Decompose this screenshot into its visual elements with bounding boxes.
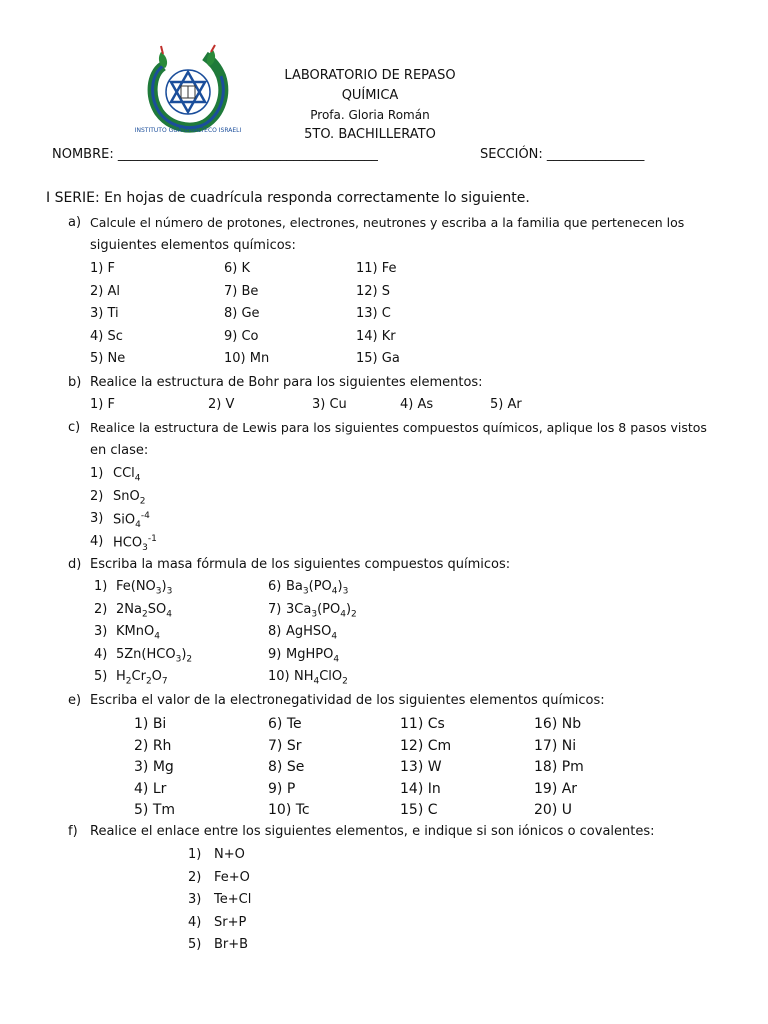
list-item: 2) Rh [134, 737, 172, 754]
list-item: 2) Al [90, 283, 120, 299]
item-d-letter: d) [68, 557, 82, 572]
list-item: 5) Ne [90, 351, 126, 366]
d-nums1 [94, 579, 107, 692]
list-number: 1) [94, 579, 108, 594]
item-a-line1: Calcule el número de protones, electrones, neutrones y escriba a la familia que pertenecen los [90, 215, 685, 230]
list-number: 7) [268, 601, 282, 617]
list-number: 3) [188, 892, 202, 907]
list-item: 14) In [400, 780, 441, 797]
a-col1 [90, 261, 125, 374]
c-nums [90, 466, 103, 556]
list-item: 6) Te [268, 716, 302, 732]
list-item: 18) Pm [534, 759, 584, 775]
list-item: 1) F [90, 261, 115, 276]
logo-text: INSTITUTO GUATEMALTECO ISRAELI [134, 127, 242, 134]
list-item: 3) Ti [90, 306, 119, 321]
list-item: 10) Tc [268, 802, 310, 818]
list-item: 10) Mn [224, 351, 270, 366]
section-field: SECCIÓN: _______________ [480, 147, 645, 162]
list-item: 12) S [356, 283, 390, 299]
list-number: 8) [268, 624, 282, 639]
list-number: 9) [268, 646, 282, 662]
list-item: 2) V [208, 397, 235, 412]
formula: SiO$_4^{-4}$ [113, 511, 150, 530]
list-number: 4) [90, 533, 104, 549]
d-formulas2 [286, 579, 357, 692]
list-item: 11) Fe [356, 261, 397, 276]
list-item: 3) Cu [312, 397, 347, 412]
formula: CCl$_4$ [113, 466, 141, 484]
list-item: 1) F [90, 397, 115, 412]
formula: $Ba_3(PO_4)_3$ [286, 579, 349, 597]
list-number: 4) [188, 914, 202, 930]
list-item: 8) Se [268, 759, 305, 775]
e-col2 [268, 716, 310, 824]
list-number: 5) [188, 937, 202, 952]
list-item: 13) W [400, 759, 442, 775]
f-items [214, 847, 251, 960]
list-item: 15) Ga [356, 351, 400, 366]
formula: $H_2Cr_2O_7$ [116, 669, 168, 687]
formula: AgHSO$_4$ [286, 624, 338, 642]
formula: $NH_4ClO_2$ [294, 669, 348, 687]
list-item: Te+Cl [214, 892, 252, 907]
list-item: 14) Kr [356, 328, 396, 344]
list-item: 4) Lr [134, 780, 167, 797]
formula: $2Na_2SO_4$ [116, 601, 172, 620]
list-item: 5) Tm [134, 802, 176, 818]
list-item: 9) P [268, 780, 296, 797]
list-item: 4) As [400, 397, 434, 412]
item-c-letter: c) [68, 420, 81, 435]
list-item: 8) Ge [224, 306, 260, 321]
item-b-line1: Realice la estructura de Bohr para los siguientes elementos: [90, 375, 483, 390]
list-number: 6) [268, 579, 282, 594]
formula: $5Zn(HCO_3)_2$ [116, 646, 193, 665]
formula: $3Ca_3(PO_4)_2$ [286, 601, 357, 620]
list-item: 16) Nb [534, 716, 582, 732]
formula: SnO$_2$ [113, 488, 146, 507]
e-col1 [134, 716, 175, 824]
list-item: 20) U [534, 802, 572, 818]
list-item: 15) C [400, 802, 438, 818]
list-item: 7) Be [224, 283, 259, 299]
list-item: N+O [214, 847, 245, 862]
list-item: 9) Co [224, 328, 259, 344]
list-item: 13) C [356, 306, 391, 321]
list-item: 12) Cm [400, 737, 452, 754]
list-number: 2) [94, 601, 108, 617]
doc-teacher: Profa. Gloria Román [310, 108, 430, 122]
list-item: 4) Sc [90, 328, 123, 344]
list-item: 5) Ar [490, 397, 522, 412]
item-d-line1: Escriba la masa fórmula de los siguientes compuestos químicos: [90, 557, 511, 572]
list-item: Sr+P [214, 914, 247, 930]
formula: $Fe(NO_3)_3$ [116, 579, 173, 597]
list-item: Br+B [214, 937, 249, 952]
list-item: 17) Ni [534, 737, 577, 754]
list-item: 19) Ar [534, 780, 578, 797]
list-item: 11) Cs [400, 716, 445, 732]
item-e-letter: e) [68, 693, 82, 708]
formula: MgHPO$_4$ [286, 646, 340, 665]
c-formulas [113, 466, 157, 556]
item-a-letter: a) [68, 215, 82, 230]
list-number: 4) [94, 646, 108, 662]
f-nums [188, 847, 201, 960]
a-col3 [356, 261, 400, 374]
list-number: 3) [94, 624, 108, 639]
list-number: 5) [94, 669, 108, 684]
list-number: 2) [188, 869, 202, 885]
doc-grade: 5TO. BACHILLERATO [304, 127, 436, 142]
serie-heading: I SERIE: En hojas de cuadrícula responda correctamente lo siguiente. [46, 190, 530, 206]
name-field: NOMBRE: ________________________________________ [52, 147, 378, 162]
e-col4 [534, 716, 584, 824]
list-number: 3) [90, 511, 104, 526]
list-item: 1) Bi [134, 716, 167, 732]
list-number: 1) [90, 466, 104, 481]
item-a-line2: siguientes elementos químicos: [90, 238, 296, 253]
list-number: 10) [268, 669, 290, 684]
item-f-line1: Realice el enlace entre los siguientes elementos, e indique si son iónicos o covalentes: [90, 824, 655, 839]
school-logo [134, 44, 242, 136]
list-item: 6) K [224, 261, 250, 276]
doc-title: LABORATORIO DE REPASO [284, 68, 456, 83]
list-item: 3) Mg [134, 759, 174, 775]
list-item: 7) Sr [268, 737, 302, 754]
item-c-line1: Realice la estructura de Lewis para los siguientes compuestos químicos, aplique los 8 pasos vistos [90, 420, 707, 435]
item-f-letter: f) [68, 824, 78, 839]
item-c-line2: en clase: [90, 443, 149, 458]
list-number: 1) [188, 847, 202, 862]
list-number: 2) [90, 488, 104, 504]
item-b-letter: b) [68, 375, 82, 390]
formula: KMnO$_4$ [116, 624, 160, 642]
d-formulas1 [116, 579, 192, 692]
list-item: Fe+O [214, 869, 250, 885]
a-col2 [224, 261, 269, 374]
doc-subject: QUÍMICA [341, 88, 399, 103]
e-col3 [400, 716, 451, 824]
item-e-line1: Escriba el valor de la electronegatividad de los siguientes elementos químicos: [90, 693, 605, 708]
formula: $HCO_3^{-1}$ [113, 533, 157, 553]
